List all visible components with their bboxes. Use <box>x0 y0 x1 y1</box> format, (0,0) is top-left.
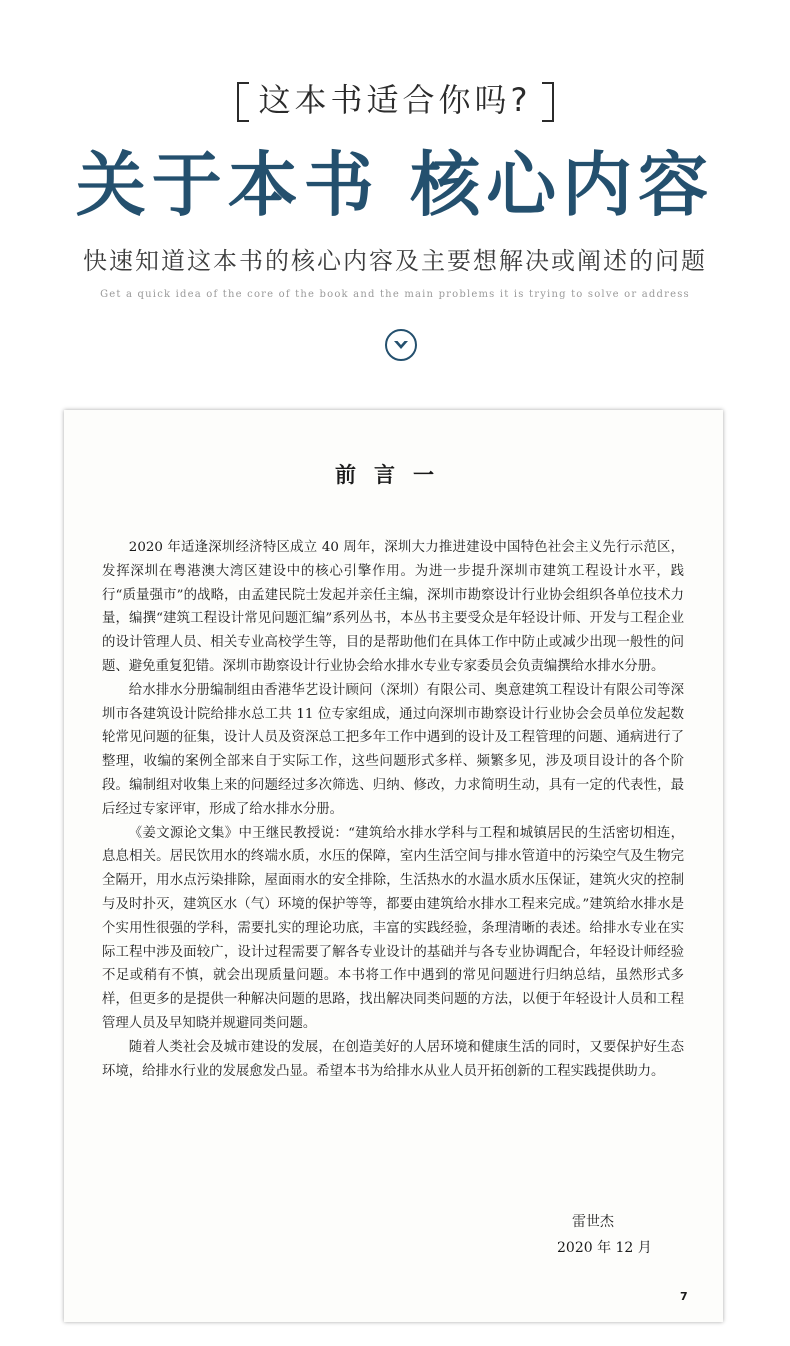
left-bracket-icon <box>237 82 249 122</box>
book-page <box>64 410 723 1322</box>
author-signature: 雷世杰 <box>572 1214 614 1230</box>
tagline-text: 这本书适合你吗? <box>258 81 532 119</box>
right-bracket-icon <box>542 82 554 122</box>
paragraph: 给水排水分册编制组由香港华艺设计顾问（深圳）有限公司、奥意建筑工程设计有限公司等深圳市各建筑设计院给排水总工共 11 位专家组成，通过向深圳市勘察设计行业协会会员单位发起数轮常见问题的征集，设计人员及资深总工把多年工作中遇到的设计及工程管理的问题、通病进行了整理，收编的案例全部来自于实际工作，这些问题形式多样、频繁多见，涉及项目设计的各个阶段。编制组对收集上来的问题经过多次筛选、归纳、修改，力求简明生动，具有一定的代表性，最后经过专家评审，形成了给水排水分册。 <box>102 682 684 817</box>
tagline <box>237 78 554 122</box>
page-title: 前言一 <box>335 463 452 487</box>
header <box>0 0 790 400</box>
paragraph: 随着人类社会及城市建设的发展，在创造美好的人居环境和健康生活的同时，又要保护好生态环境，给排水行业的发展愈发凸显。希望本书为给排水从业人员开拓创新的工程实践提供助力。 <box>102 1039 684 1079</box>
signature-date: 2020 年 12 月 <box>557 1240 652 1256</box>
paragraph: 《姜文源论文集》中王继民教授说：“建筑给水排水学科与工程和城镇居民的生活密切相连，息息相关。居民饮用水的终端水质，水压的保障，室内生活空间与排水管道中的污染空气及生物完全隔开，用水点污染排除，屋面雨水的安全排除，生活热水的水温水质水压保证，建筑火灾的控制与及时扑灭，建筑区水（气）环境的保护等等，都要由建筑给水排水工程来完成。”建筑给水排水是个实用性很强的学科，需要扎实的理论功底，丰富的实践经验，条理清晰的表述。给排水专业在实际工程中涉及面较广，设计过程需要了解各专业设计的基础并与各专业协调配合，年轻设计师经验不足或稍有不慎，就会出现质量问题。本书将工作中遇到的常见问题进行归纳总结，虽然形式多样，但更多的是提供一种解决问题的思路，找出解决同类问题的方法，以便于年轻设计人员和工程管理人员及早知晓并规避同类问题。 <box>102 825 684 1031</box>
english-subtitle: Get a quick idea of the core of the book and the main problems it is trying to solve or address <box>100 289 690 300</box>
paragraph: 2020 年适逢深圳经济特区成立 40 周年，深圳大力推进建设中国特色社会主义先行示范区，发挥深圳在粤港澳大湾区建设中的核心引擎作用。为进一步提升深圳市建筑工程设计水平，践行“质量强市”的战略，由孟建民院士发起并亲任主编，深圳市勘察设计行业协会组织各单位技术力量，编撰“建筑工程设计常见问题汇编”系列丛书，本丛书主要受众是年轻设计师、开发与工程企业的设计管理人员、相关专业高校学生等，目的是帮助他们在具体工作中防止或减少出现一般性的问题、避免重复犯错。深圳市勘察设计行业协会给水排水专业专家委员会负责编撰给水排水分册。 <box>102 540 684 674</box>
chevron-down-circle-icon <box>384 328 418 362</box>
page-number: 7 <box>680 1290 688 1303</box>
tagline-container <box>0 78 790 122</box>
preface-body <box>102 536 684 1083</box>
main-title: 关于本书 核心内容 <box>75 144 715 226</box>
subtitle: 快速知道这本书的核心内容及主要想解决或阐述的问题 <box>83 247 707 275</box>
